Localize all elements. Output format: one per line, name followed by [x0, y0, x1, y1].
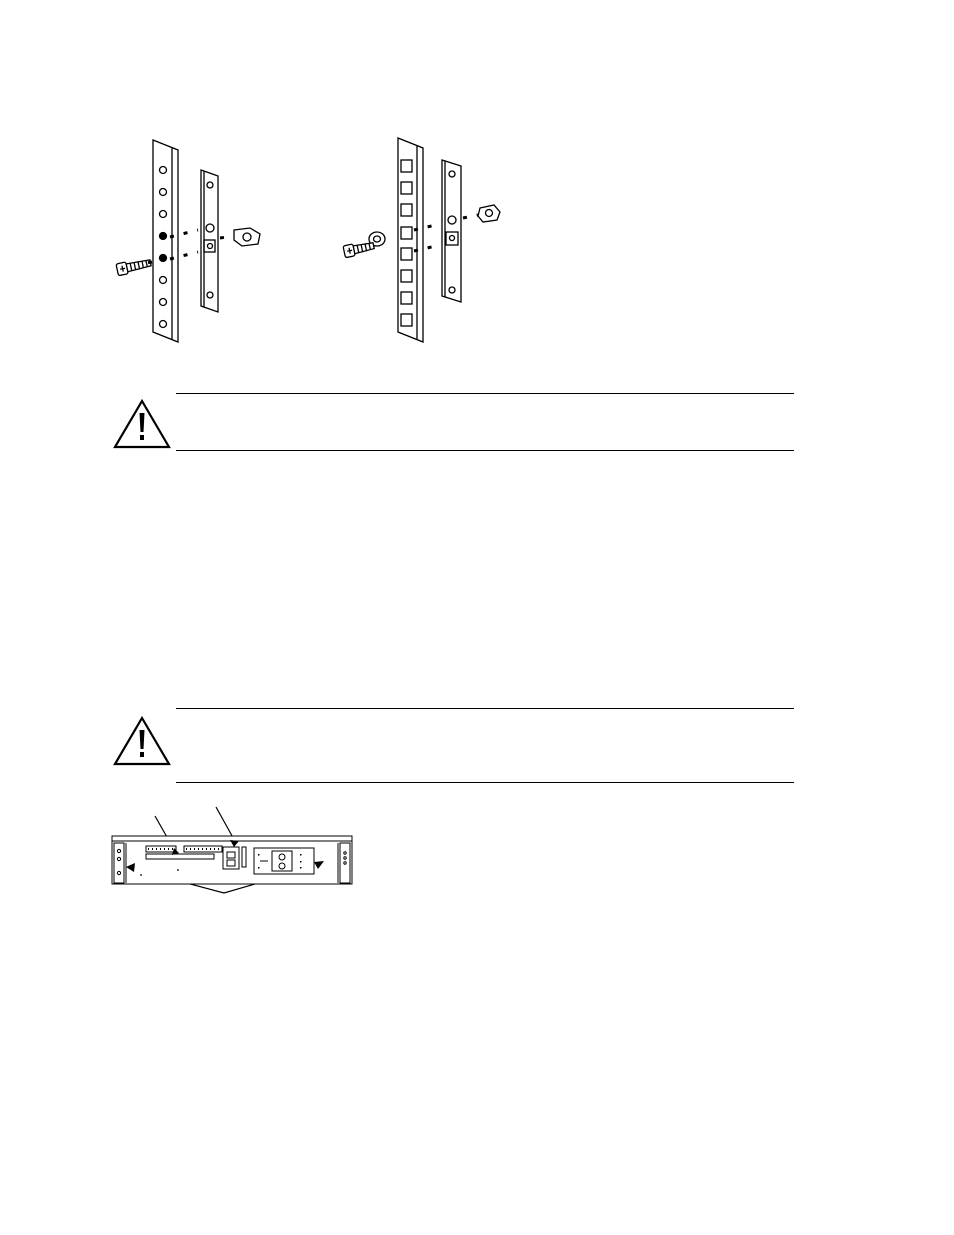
caution-top-rule — [176, 708, 794, 709]
chassis-front-panel-illustration — [108, 803, 358, 898]
warning-triangle-icon — [112, 715, 172, 767]
rack-hardware-figure — [100, 130, 520, 350]
caution-top-rule — [176, 393, 794, 394]
caution-bottom-rule — [176, 782, 794, 783]
warning-triangle-icon — [112, 398, 172, 450]
caution-bottom-rule — [176, 450, 794, 451]
chassis-front-figure — [108, 803, 358, 898]
round-hole-rack-rail-illustration — [100, 130, 520, 350]
